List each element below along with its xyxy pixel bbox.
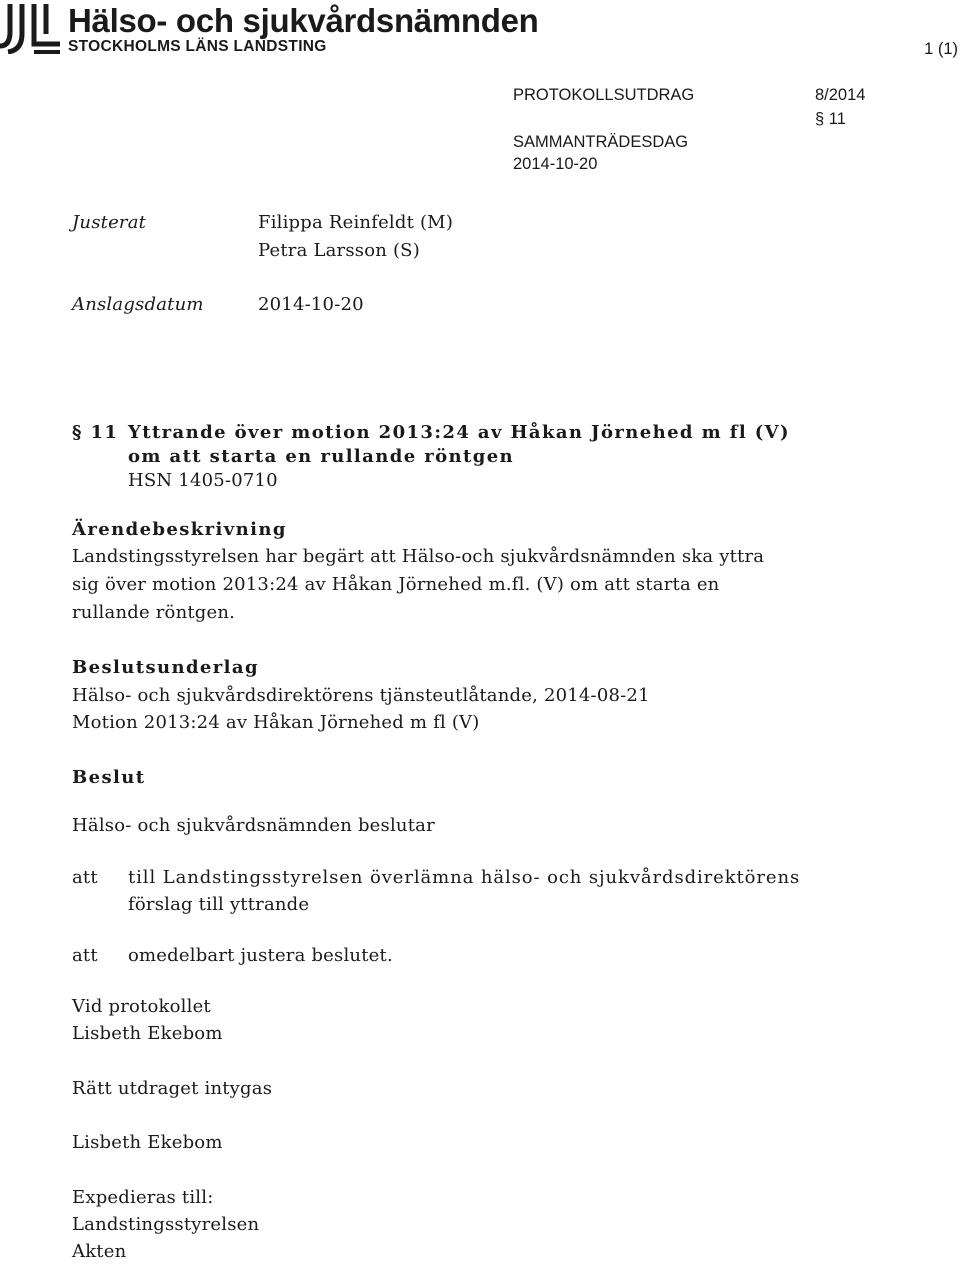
org-name: Hälso- och sjukvårdsnämnden: [68, 2, 539, 39]
justerat-name: Petra Larsson (S): [258, 240, 420, 261]
justerat-name: Filippa Reinfeldt (M): [258, 212, 454, 233]
underlag-line: Motion 2013:24 av Håkan Jörnehed m fl (V): [72, 712, 480, 733]
anslagsdatum-label: Anslagsdatum: [72, 294, 204, 315]
item-title-line: om att starta en rullande röntgen: [128, 446, 515, 467]
recipient: Landstingsstyrelsen: [72, 1214, 260, 1235]
item-reference: HSN 1405-0710: [128, 470, 278, 491]
beslutsunderlag-heading: Beslutsunderlag: [72, 657, 259, 678]
item-number: § 11: [72, 422, 119, 443]
org-subtitle: STOCKHOLMS LÄNS LANDSTING: [68, 38, 327, 55]
meeting-label: SAMMANTRÄDESDAG: [513, 133, 689, 151]
paragraph-number: § 11: [815, 110, 846, 128]
recipient: Akten: [72, 1241, 127, 1262]
org-logo: [0, 0, 539, 60]
signer-name: Lisbeth Ekebom: [72, 1132, 223, 1153]
arendebeskrivning-heading: Ärendebeskrivning: [72, 519, 287, 540]
signer-name: Lisbeth Ekebom: [72, 1023, 223, 1044]
decision-marker: att: [72, 867, 98, 888]
paragraph-line: Landstingsstyrelsen har begärt att Hälso-och sjukvårdsnämnden ska yttra: [72, 546, 765, 567]
justerat-label: Justerat: [72, 212, 147, 233]
decision-line: förslag till yttrande: [128, 894, 310, 915]
beslut-intro: Hälso- och sjukvårdsnämnden beslutar: [72, 815, 435, 836]
underlag-line: Hälso- och sjukvårdsdirektörens tjänsteutlåtande, 2014-08-21: [72, 685, 650, 706]
decision-line: till Landstingsstyrelsen överlämna hälso- och sjukvårdsdirektörens: [128, 867, 801, 888]
doc-type: PROTOKOLLSUTDRAG: [513, 86, 695, 104]
anslagsdatum-value: 2014-10-20: [258, 294, 364, 315]
sll-logo-icon: [0, 2, 62, 54]
doc-number: 8/2014: [815, 86, 866, 104]
paragraph-line: sig över motion 2013:24 av Håkan Jörnehed m.fl. (V) om att starta en: [72, 574, 720, 595]
paragraph-line: rullande röntgen.: [72, 602, 236, 623]
decision-line: omedelbart justera beslutet.: [128, 945, 393, 966]
vid-protokollet: Vid protokollet: [72, 996, 211, 1017]
beslut-heading: Beslut: [72, 767, 146, 788]
decision-marker: att: [72, 945, 98, 966]
item-title-line: Yttrande över motion 2013:24 av Håkan Jörnehed m fl (V): [128, 422, 790, 443]
expedieras-label: Expedieras till:: [72, 1187, 214, 1208]
meeting-date: 2014-10-20: [513, 155, 598, 173]
page-number: 1 (1): [924, 40, 958, 58]
ratt-utdraget: Rätt utdraget intygas: [72, 1078, 273, 1099]
